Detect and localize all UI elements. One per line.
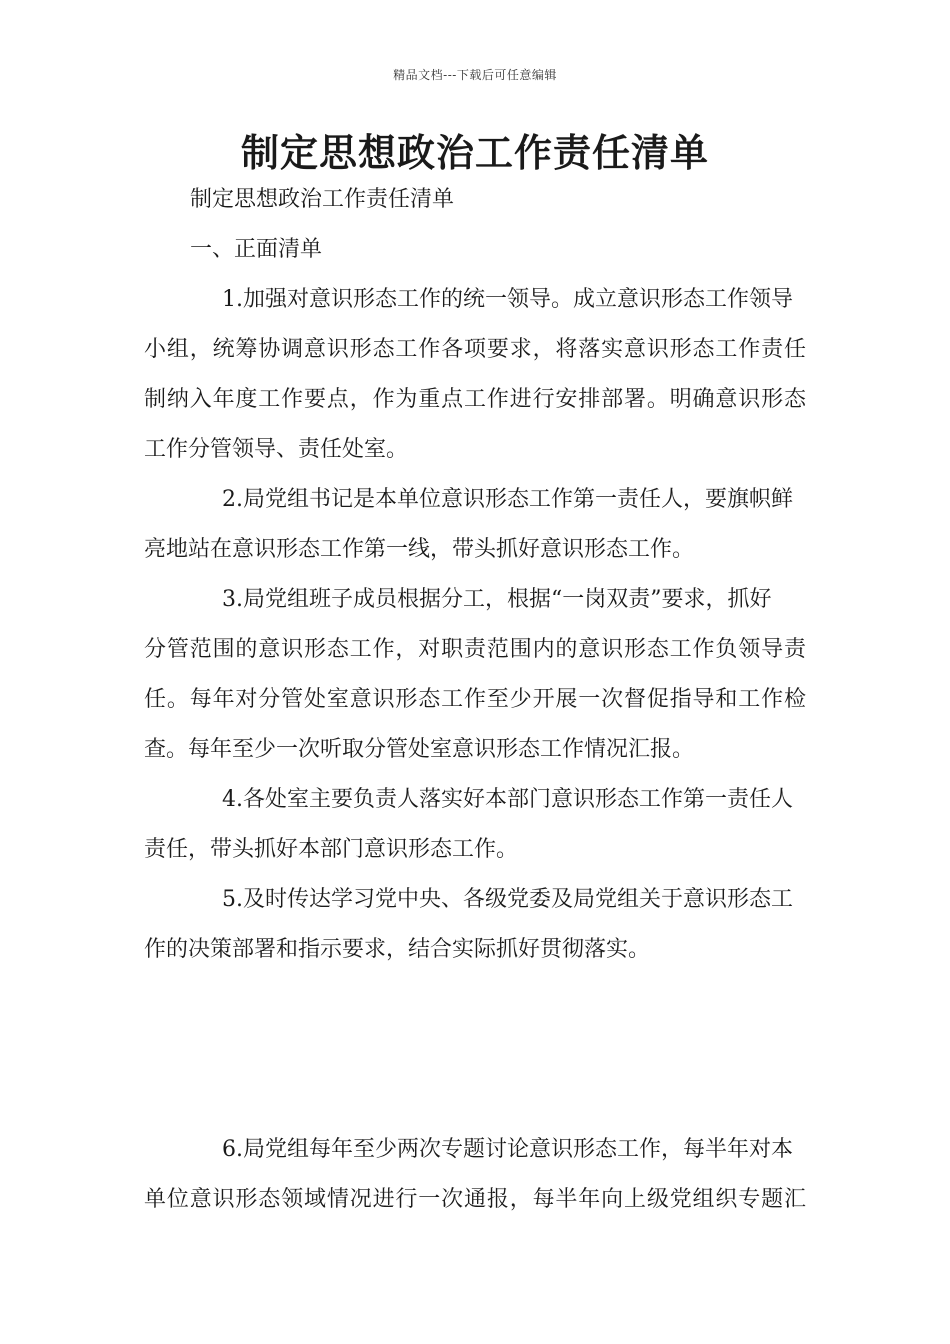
paragraph-1-line-4: 工作分管领导、责任处室。: [144, 437, 409, 462]
paragraph-4-line-1: 4.各处室主要负责人落实好本部门意识形态工作第一责任人: [222, 787, 793, 812]
paragraph-1-line-3: 制纳入年度工作要点，作为重点工作进行安排部署。明确意识形态: [144, 387, 806, 412]
paragraph-1-line-1: 1.加强对意识形态工作的统一领导。成立意识形态工作领导: [222, 287, 793, 312]
header-note: 精品文档---下载后可任意编辑: [393, 68, 557, 82]
document-title: 制定思想政治工作责任清单: [240, 130, 709, 175]
paragraph-5-line-2: 作的决策部署和指示要求，结合实际抓好贯彻落实。: [144, 937, 651, 962]
paragraph-2-line-2: 亮地站在意识形态工作第一线，带头抓好意识形态工作。: [144, 537, 695, 562]
paragraph-3-line-1: 3.局党组班子成员根据分工，根据“一岗双责”要求，抓好: [222, 587, 772, 612]
paragraph-6-line-2: 单位意识形态领域情况进行一次通报，每半年向上级党组织专题汇: [144, 1187, 806, 1212]
paragraph-6-line-1: 6.局党组每年至少两次专题讨论意识形态工作，每半年对本: [222, 1137, 793, 1162]
paragraph-2-line-1: 2.局党组书记是本单位意识形态工作第一责任人，要旗帜鲜: [222, 487, 793, 512]
paragraph-1-line-2: 小组，统筹协调意识形态工作各项要求，将落实意识形态工作责任: [144, 337, 806, 362]
section-heading: 一、正面清单: [190, 237, 323, 262]
paragraph-4-line-2: 责任，带头抓好本部门意识形态工作。: [144, 837, 519, 862]
paragraph-5-line-1: 5.及时传达学习党中央、各级党委及局党组关于意识形态工: [222, 887, 793, 912]
document-subtitle: 制定思想政治工作责任清单: [190, 187, 455, 212]
paragraph-3-line-3: 任。每年对分管处室意识形态工作至少开展一次督促指导和工作检: [144, 687, 806, 712]
paragraph-3-line-2: 分管范围的意识形态工作，对职责范围内的意识形态工作负领导责: [144, 637, 806, 662]
paragraph-3-line-4: 查。每年至少一次听取分管处室意识形态工作情况汇报。: [144, 737, 695, 762]
